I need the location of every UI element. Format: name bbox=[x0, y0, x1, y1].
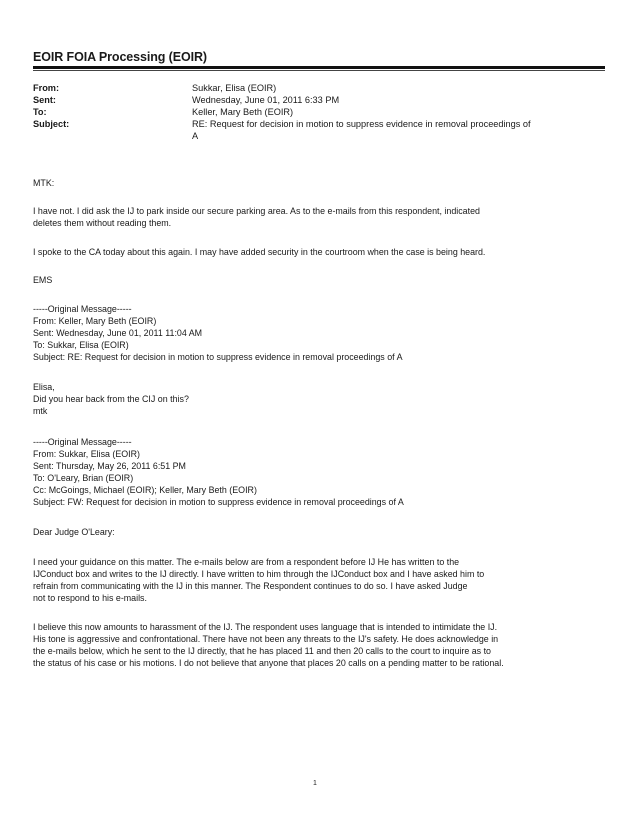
sent-label: Sent: bbox=[33, 95, 56, 105]
orig1-line1: Did you hear back from the CIJ on this? bbox=[33, 394, 189, 404]
orig2-from: From: Sukkar, Elisa (EOIR) bbox=[33, 449, 141, 459]
orig2-to: To: O'Leary, Brian (EOIR) bbox=[33, 473, 134, 483]
orig2-salutation: Dear Judge O'Leary: bbox=[33, 527, 115, 537]
para1-line1: I have not. I did ask the IJ to park inside our secure parking area. As to the e-mails from this respondent, indicated bbox=[33, 206, 480, 216]
para2: I spoke to the CA today about this again. I may have added security in the courtroom when the case is being heard. bbox=[33, 247, 486, 257]
orig2-p1-line1: I need your guidance on this matter. The e-mails below are from a respondent before IJ He has written to the bbox=[33, 557, 460, 567]
orig2-p2-line3: the e-mails below, which he sent to the IJ directly, that he has placed 11 and then 20 calls to the court to inquire as to bbox=[33, 646, 491, 656]
title-rule-thick bbox=[33, 66, 605, 69]
orig2-p2-line1: I believe this now amounts to harassment of the IJ. The respondent uses language that is intended to intimidate the IJ. bbox=[33, 622, 498, 632]
orig1-to: To: Sukkar, Elisa (EOIR) bbox=[33, 340, 129, 350]
para1-line2: deletes them without reading them. bbox=[33, 218, 172, 228]
orig2-cc: Cc: McGoings, Michael (EOIR); Keller, Mary Beth (EOIR) bbox=[33, 485, 257, 495]
title-rule-thin bbox=[33, 70, 605, 71]
from-value: Sukkar, Elisa (EOIR) bbox=[192, 83, 277, 93]
orig2-p1-line2: IJConduct box and writes to the IJ directly. I have written to him through the IJConduct box and I have asked him to bbox=[33, 569, 485, 579]
page-number: 1 bbox=[313, 780, 317, 787]
subject-value: RE: Request for decision in motion to suppress evidence in removal proceedings of bbox=[192, 119, 531, 129]
orig2-p1-line3: refrain from communicating with the IJ in this manner. The Respondent continues to do so. I have asked Judge bbox=[33, 581, 468, 591]
orig2-sent: Sent: Thursday, May 26, 2011 6:51 PM bbox=[33, 461, 186, 471]
orig2-subject: Subject: FW: Request for decision in motion to suppress evidence in removal proceedings of A bbox=[33, 497, 404, 507]
orig1-from: From: Keller, Mary Beth (EOIR) bbox=[33, 316, 157, 326]
to-label: To: bbox=[33, 107, 47, 117]
document-title: EOIR FOIA Processing (EOIR) bbox=[33, 50, 207, 64]
orig1-marker: -----Original Message----- bbox=[33, 304, 132, 314]
greeting: MTK: bbox=[33, 178, 55, 188]
orig1-line2: mtk bbox=[33, 406, 48, 416]
signoff: EMS bbox=[33, 275, 53, 285]
sent-value: Wednesday, June 01, 2011 6:33 PM bbox=[192, 95, 340, 105]
subject-value-continued: A bbox=[192, 131, 199, 141]
orig2-p2-line4: the status of his case or his motions. I do not believe that anyone that places 20 calls on a pending matter to be rational. bbox=[33, 658, 504, 668]
orig2-p2-line2: His tone is aggressive and confrontational. There have not been any threats to the IJ's safety. He does acknowledge in bbox=[33, 634, 499, 644]
orig1-sent: Sent: Wednesday, June 01, 2011 11:04 AM bbox=[33, 328, 203, 338]
subject-label: Subject: bbox=[33, 119, 70, 129]
orig1-salutation: Elisa, bbox=[33, 382, 55, 392]
from-label: From: bbox=[33, 83, 60, 93]
orig1-subject: Subject: RE: Request for decision in motion to suppress evidence in removal proceedings of A bbox=[33, 352, 403, 362]
orig2-p1-line4: not to respond to his e-mails. bbox=[33, 593, 147, 603]
to-value: Keller, Mary Beth (EOIR) bbox=[192, 107, 294, 117]
orig2-marker: -----Original Message----- bbox=[33, 437, 132, 447]
